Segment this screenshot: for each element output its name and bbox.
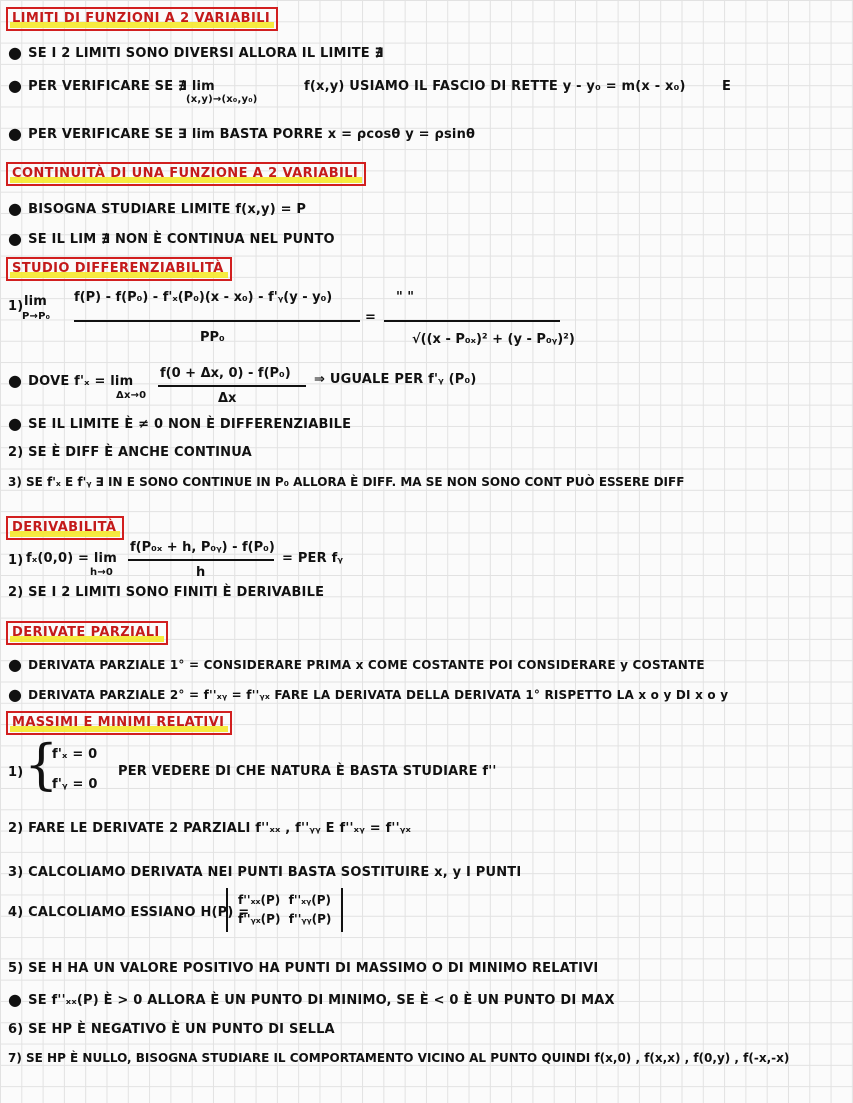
limiti-line-2: ● PER VERIFICARE SE ∄ lim <box>8 76 215 95</box>
hessian-m11: f''ₓₓ(P) <box>238 893 281 907</box>
der-sub: h→0 <box>90 567 114 578</box>
hessian-m21: f''ᵧₓ(P) <box>238 912 281 927</box>
mm-line-5b: ● SE f''ₓₓ(P) È > 0 ALLORA È UN PUNTO DI MINIMO, SE È < 0 È UN PUNTO DI MAX <box>8 990 615 1009</box>
derpar-line-1: ● DERIVATA PARZIALE 1° = CONSIDERARE PRIMA x COME COSTANTE POI CONSIDERARE y COSTANTE <box>8 655 705 674</box>
heading-derivabilita: DERIVABILITÀ <box>6 516 124 540</box>
limiti-line-2-sub: (x,y)→(x₀,y₀) <box>186 94 258 105</box>
diff-rhs-den: √((x - P₀ₓ)² + (y - P₀ᵧ)²) <box>412 332 575 347</box>
mm-sys-text: PER VEDERE DI CHE NATURA È BASTA STUDIARE f'' <box>118 764 497 779</box>
diff-numerator: f(P) - f(P₀) - f'ₓ(P₀)(x - x₀) - f'ᵧ(y - y₀) <box>74 290 333 305</box>
mm-line-4: 4) CALCOLIAMO ESSIANO H(P) = <box>8 905 250 920</box>
heading-limiti: LIMITI DI FUNZIONI A 2 VARIABILI <box>6 7 278 31</box>
mm-line-3: 3) CALCOLIAMO DERIVATA NEI PUNTI BASTA SOSTITUIRE x, y I PUNTI <box>8 865 522 880</box>
der-num: f(P₀ₓ + h, P₀ᵧ) - f(P₀) <box>130 540 275 555</box>
limiti-line-1: ● SE I 2 LIMITI SONO DIVERSI ALLORA IL LIMITE ∄ <box>8 43 384 62</box>
diff-rhs-bar <box>384 320 560 322</box>
continuita-line-2: ● SE IL LIM ∄ NON È CONTINUA NEL PUNTO <box>8 229 335 248</box>
mm-line-2: 2) FARE LE DERIVATE 2 PARZIALI f''ₓₓ , f''ᵧᵧ E f''ₓᵧ = f''ᵧₓ <box>8 821 412 836</box>
diff-dove-b: ⇒ UGUALE PER f'ᵧ (P₀) <box>314 372 477 387</box>
limiti-line-3: ● PER VERIFICARE SE ∃ lim BASTA PORRE x = ρcosθ y = ρsinθ <box>8 124 476 143</box>
heading-derivate-parziali: DERIVATE PARZIALI <box>6 621 168 645</box>
mm-line-5: 5) SE H HA UN VALORE POSITIVO HA PUNTI DI MASSIMO O DI MINIMO RELATIVI <box>8 961 599 976</box>
mm-line-7: 7) SE HP È NULLO, BISOGNA STUDIARE IL COMPORTAMENTO VICINO AL PUNTO QUINDI f(x,0) , f(x,x) , f(0,y) , f(-x,-x) <box>8 1051 790 1065</box>
der-den: h <box>196 565 206 580</box>
hessian-m22: f''ᵧᵧ(P) <box>288 912 332 927</box>
mm-sys-1: f'ₓ = 0 <box>52 747 98 762</box>
diff-line-3: 3) SE f'ₓ E f'ᵧ ∃ IN E SONO CONTINUE IN P₀ ALLORA È DIFF. MA SE NON SONO CONT PUÒ ESSERE DIFF <box>8 475 685 489</box>
heading-massimi-minimi: MASSIMI E MINIMI RELATIVI <box>6 711 232 735</box>
diff-lim-sub: P→P₀ <box>22 311 51 322</box>
der-num-1: 1) <box>8 553 24 568</box>
derpar-line-2: ● DERIVATA PARZIALE 2° = f''ₓᵧ = f''ᵧₓ FARE LA DERIVATA DELLA DERIVATA 1° RISPETTO LA x o y DI x o y <box>8 685 729 704</box>
diff-nondiff: ● SE IL LIMITE È ≠ 0 NON È DIFFERENZIABILE <box>8 414 352 433</box>
der-b: = PER fᵧ <box>282 551 344 566</box>
heading-differenziabilita: STUDIO DIFFERENZIABILITÀ <box>6 257 232 281</box>
limiti-line-2-b: f(x,y) USIAMO IL FASCIO DI RETTE y - y₀ = m(x - x₀) <box>304 79 686 94</box>
diff-dove-sub: Δx→0 <box>116 390 147 401</box>
diff-line-2: 2) SE È DIFF È ANCHE CONTINUA <box>8 445 252 460</box>
diff-lim: lim <box>24 294 48 309</box>
der-bar <box>128 559 274 561</box>
hessian-matrix <box>226 888 343 932</box>
hessian-m12: f''ₓᵧ(P) <box>288 893 332 907</box>
limiti-line-2-c: E <box>722 79 732 94</box>
mm-num-1: 1) <box>8 765 24 780</box>
diff-equals: = <box>365 310 376 325</box>
diff-dove-den: Δx <box>218 391 237 406</box>
mm-sys-2: f'ᵧ = 0 <box>52 777 98 792</box>
der-line-2: 2) SE I 2 LIMITI SONO FINITI È DERIVABILE <box>8 585 325 600</box>
mm-line-6: 6) SE HP È NEGATIVO È UN PUNTO DI SELLA <box>8 1022 335 1037</box>
der-a: fₓ(0,0) = lim <box>26 551 117 566</box>
heading-continuita: CONTINUITÀ DI UNA FUNZIONE A 2 VARIABILI <box>6 162 366 186</box>
mm-system-brace: { <box>24 733 59 796</box>
diff-rhs-num: " " <box>396 290 415 305</box>
diff-dove-bar <box>158 385 306 387</box>
diff-dove: ● DOVE f'ₓ = lim <box>8 371 134 390</box>
diff-num-1: 1) <box>8 299 24 314</box>
diff-dove-num: f(0 + Δx, 0) - f(P₀) <box>160 366 291 381</box>
diff-fraction-bar <box>74 320 360 322</box>
diff-denominator: PP₀ <box>200 330 225 345</box>
continuita-line-1: ● BISOGNA STUDIARE LIMITE f(x,y) = P <box>8 199 307 218</box>
